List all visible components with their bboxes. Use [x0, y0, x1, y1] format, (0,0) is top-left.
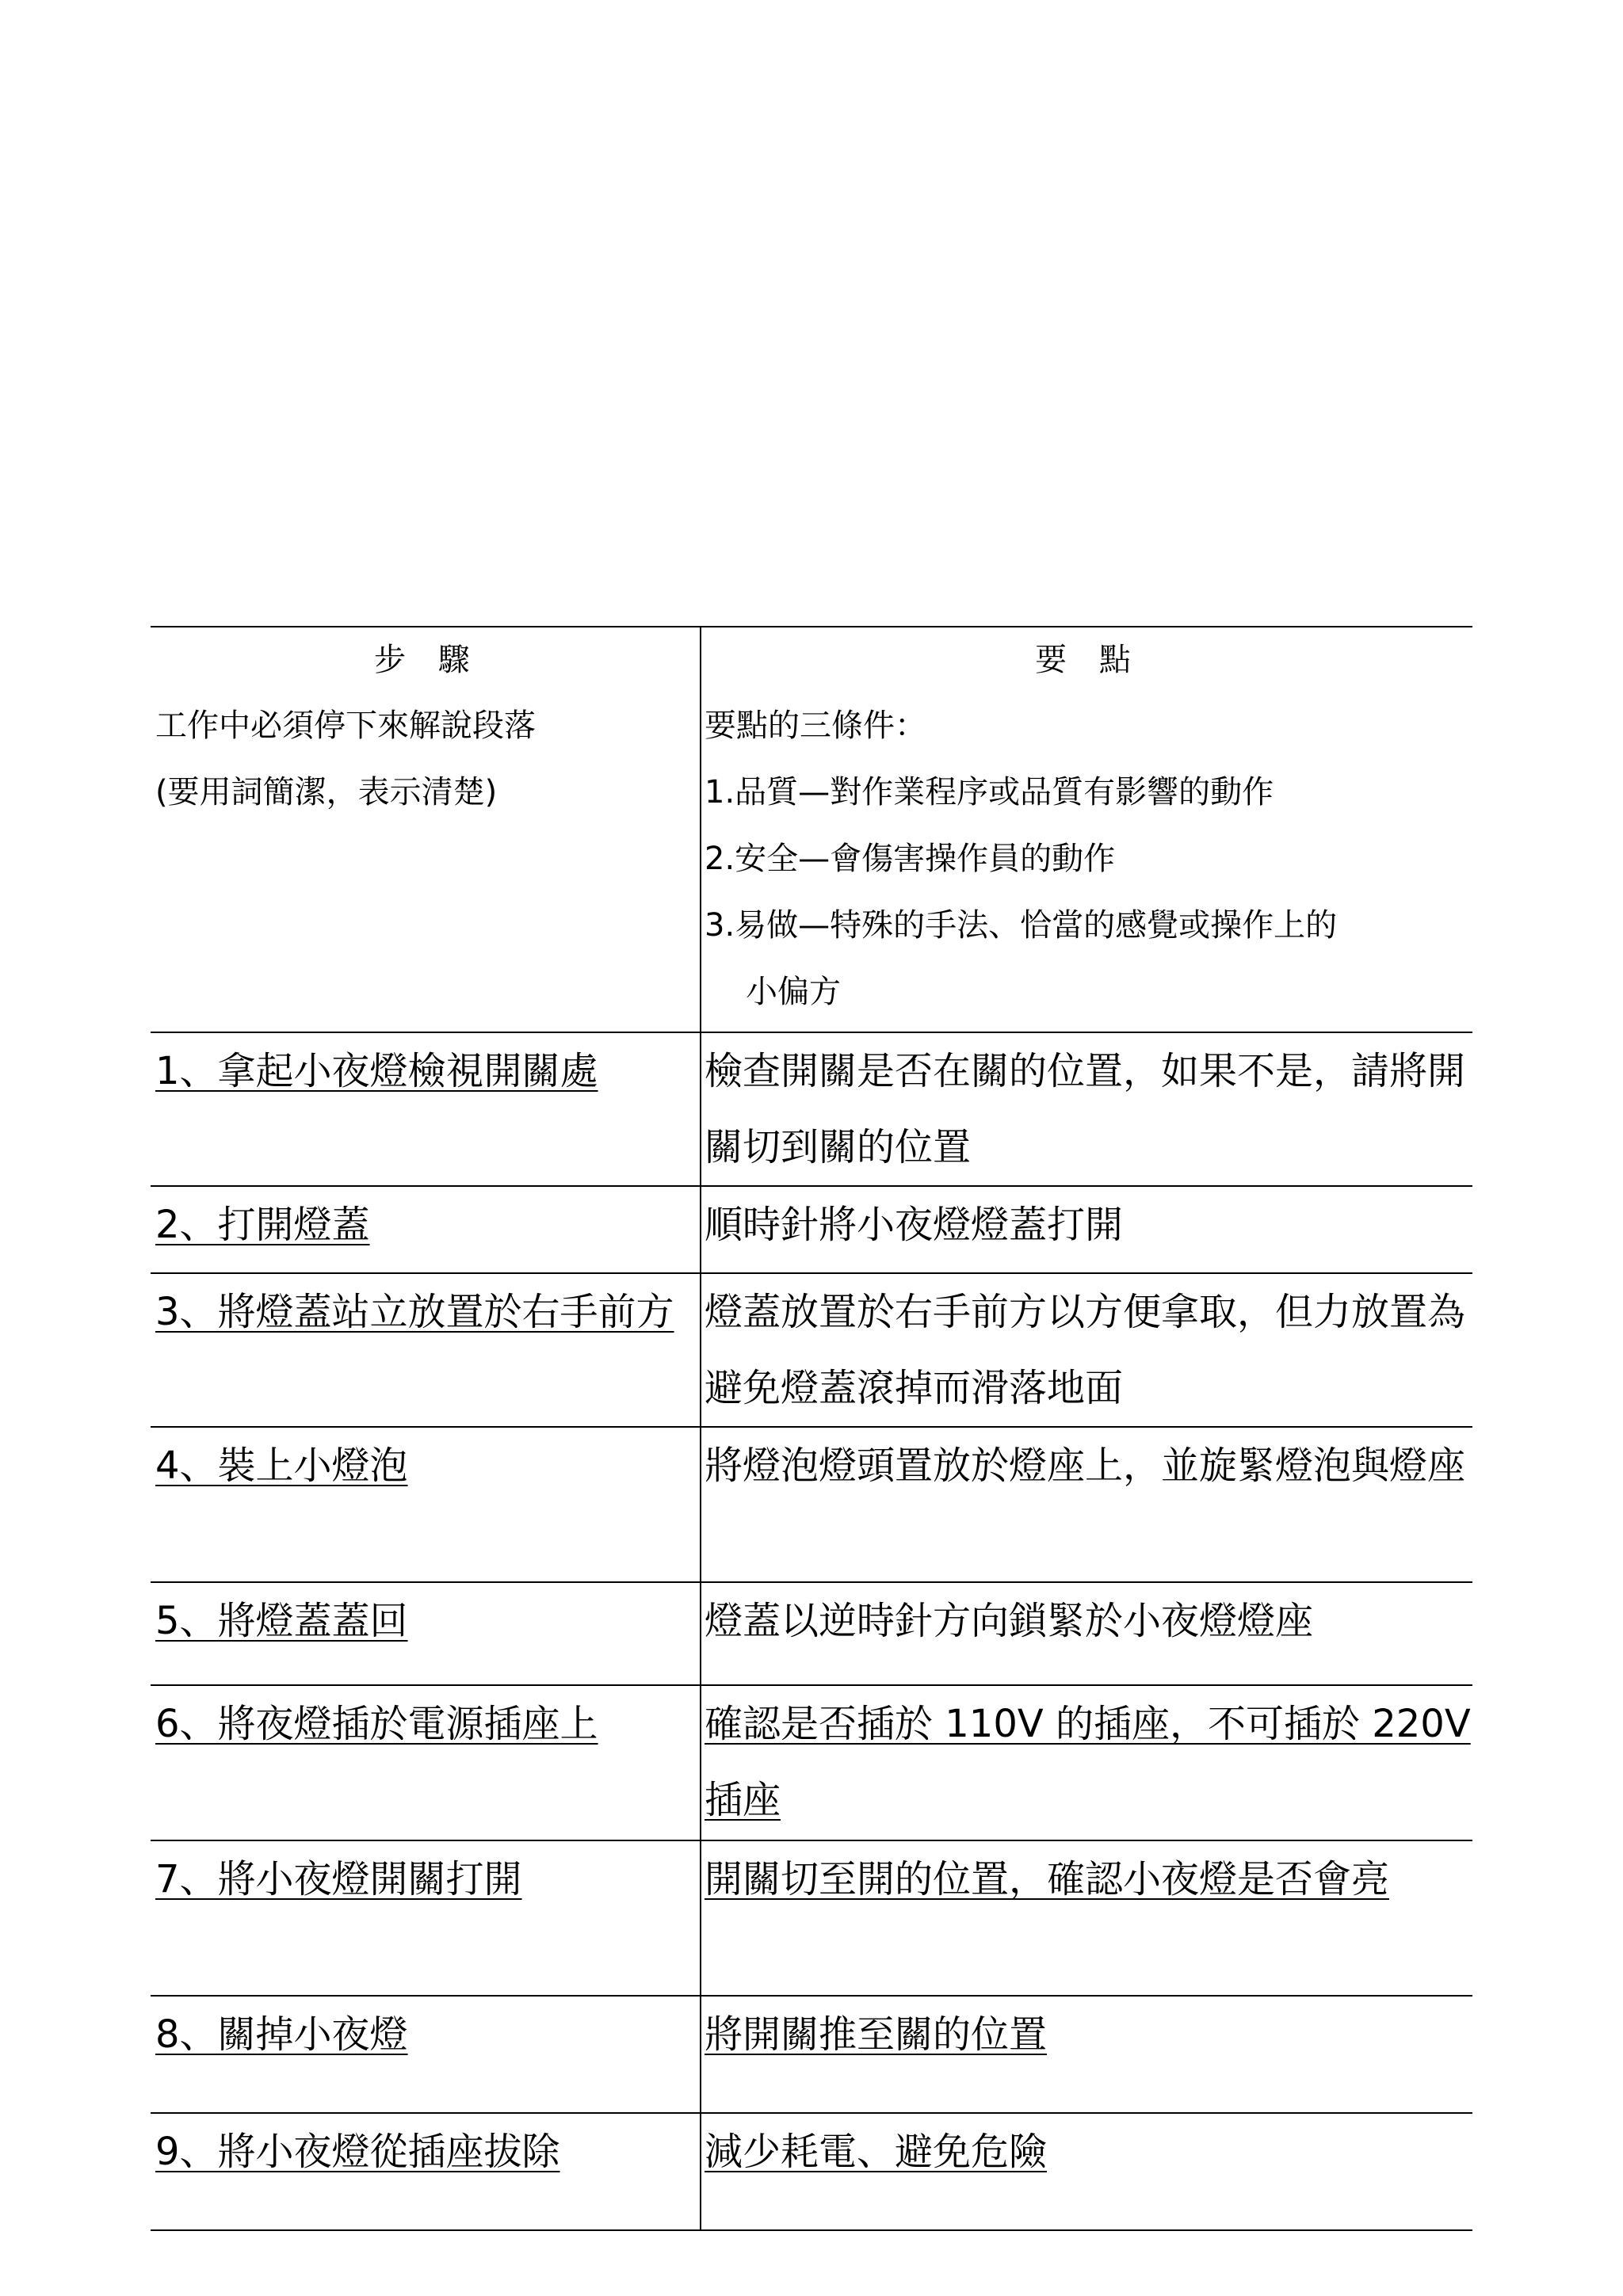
point-text: 檢查開關是否在關的位置，如果不是，請將開關切到關的位置	[705, 1049, 1466, 1169]
table-header-row	[151, 627, 1472, 1032]
points-condition-quality: 1.品質—對作業程序或品質有影響的動作	[705, 774, 1274, 810]
point-text: 將開關推至關的位置	[705, 2012, 1048, 2057]
points-condition-ease-continued: 小偏方	[746, 974, 841, 1010]
point-text: 開關切至開的位置，確認小夜燈是否會亮	[705, 1857, 1390, 1901]
points-condition-intro: 要點的三條件：	[705, 707, 926, 744]
table-row	[151, 1186, 1472, 1273]
step-text: 1、拿起小夜燈檢視開關處	[155, 1049, 598, 1093]
steps-column-title: 步 驟	[374, 642, 481, 678]
work-instruction-sheet	[151, 626, 1472, 2231]
table-row	[151, 1427, 1472, 1582]
points-condition-ease: 3.易做—特殊的手法、恰當的感覺或操作上的	[705, 907, 1338, 944]
step-text: 6、將夜燈插於電源插座上	[155, 1702, 598, 1746]
steps-instruction-line-1: 工作中必須停下來解說段落	[155, 707, 536, 744]
step-text: 9、將小夜燈從插座拔除	[155, 2130, 560, 2174]
points-header-cell	[701, 627, 1472, 1032]
step-text: 5、將燈蓋蓋回	[155, 1599, 408, 1643]
steps-table	[151, 626, 1472, 2231]
points-condition-safety: 2.安全—會傷害操作員的動作	[705, 841, 1116, 877]
step-text: 3、將燈蓋站立放置於右手前方	[155, 1290, 674, 1334]
point-text: 順時針將小夜燈燈蓋打開	[705, 1203, 1124, 1247]
table-row	[151, 1582, 1472, 1685]
point-text: 確認是否插於 110V 的插座，不可插於 220V 插座	[705, 1702, 1471, 1822]
step-text: 2、打開燈蓋	[155, 1203, 370, 1247]
table-row	[151, 1032, 1472, 1186]
step-text: 7、將小夜燈開關打開	[155, 1857, 522, 1901]
point-text: 減少耗電、避免危險	[705, 2130, 1048, 2174]
steps-header-cell	[151, 627, 701, 1032]
point-text: 燈蓋放置於右手前方以方便拿取，但力放置為避免燈蓋滾掉而滑落地面	[705, 1290, 1466, 1410]
point-text: 燈蓋以逆時針方向鎖緊於小夜燈燈座	[705, 1599, 1314, 1643]
table-row	[151, 1685, 1472, 1840]
table-row	[151, 1273, 1472, 1427]
points-column-title: 要 點	[1035, 642, 1142, 678]
steps-instruction-line-2: (要用詞簡潔，表示清楚)	[155, 774, 498, 810]
step-text: 4、裝上小燈泡	[155, 1444, 408, 1488]
table-row	[151, 1840, 1472, 1996]
table-row	[151, 2113, 1472, 2230]
table-row	[151, 1996, 1472, 2113]
step-text: 8、關掉小夜燈	[155, 2012, 408, 2057]
point-text: 將燈泡燈頭置放於燈座上，並旋緊燈泡與燈座	[705, 1444, 1466, 1488]
